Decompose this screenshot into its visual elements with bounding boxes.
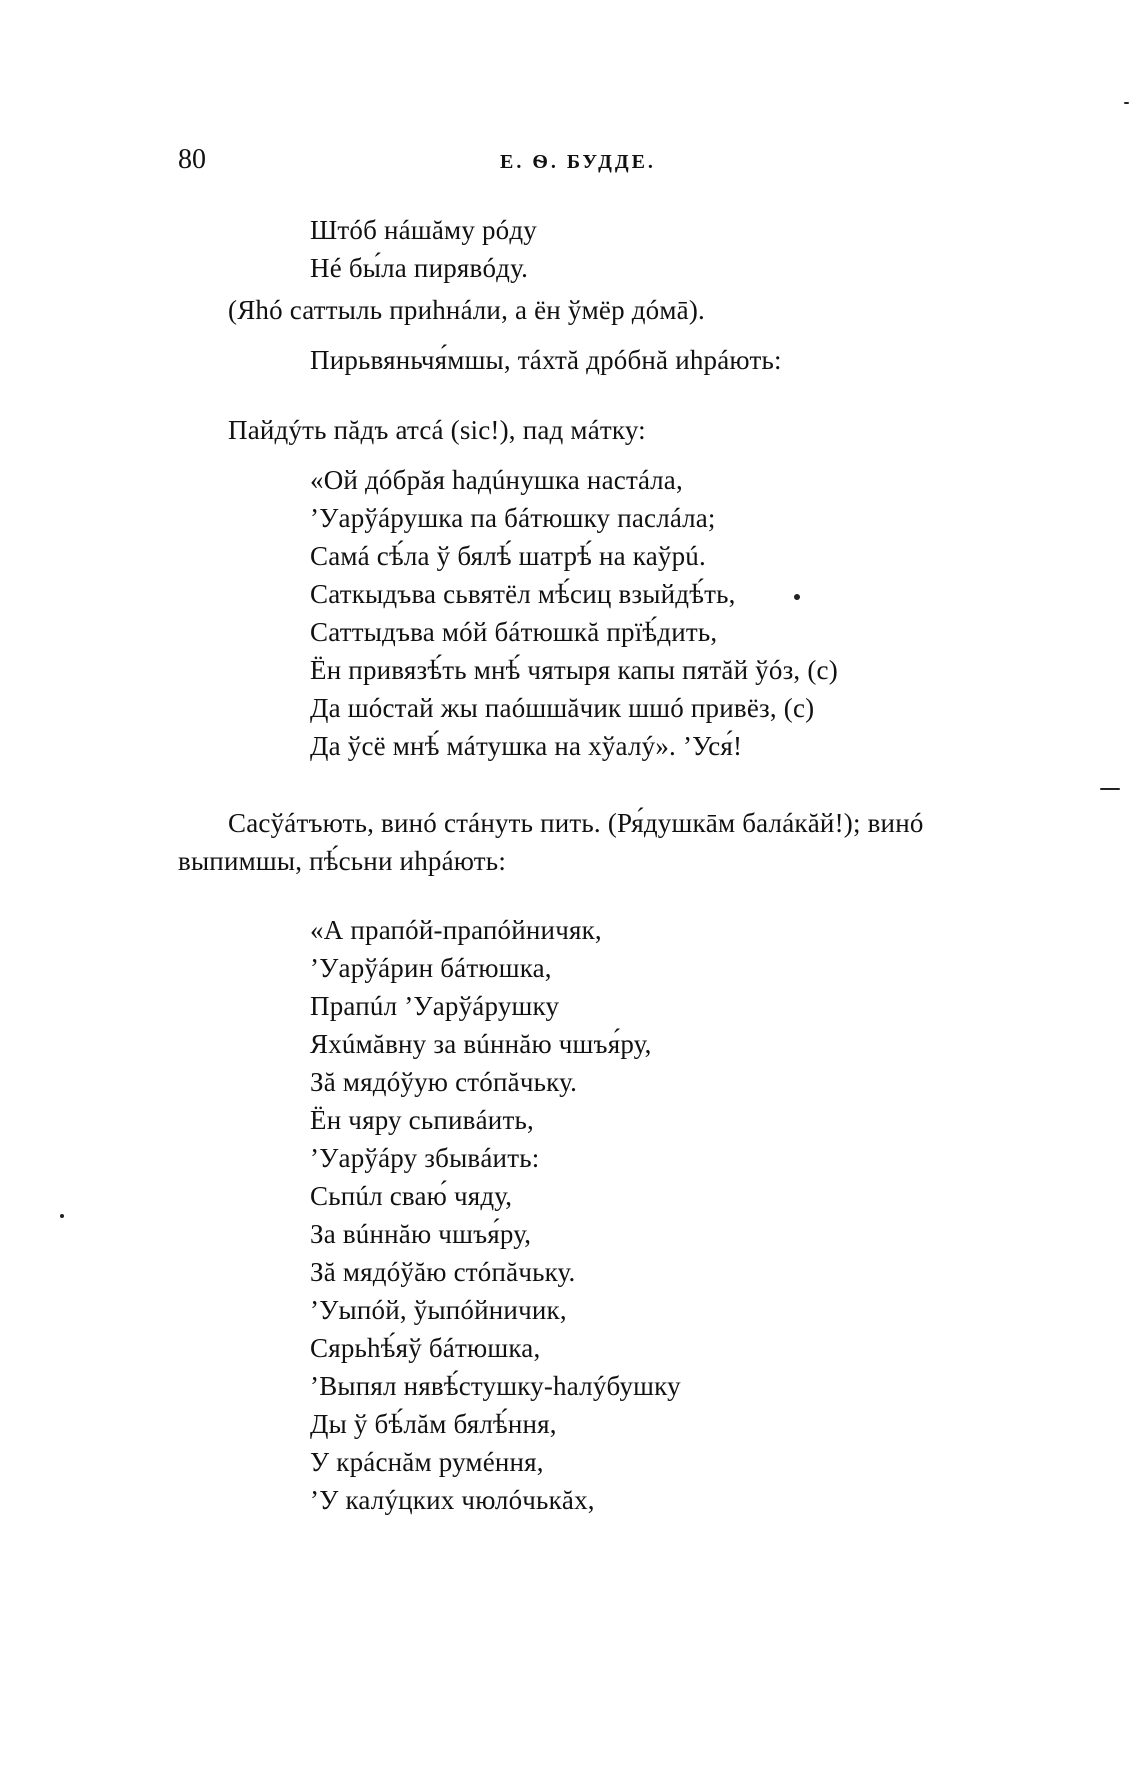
- running-head: Е. Ѳ. БУДДЕ.: [500, 151, 656, 173]
- scan-speck: [1124, 102, 1129, 104]
- song2-line: Сьпúл сваю́ чяду,: [310, 1181, 513, 1211]
- song2-line: ’Уыпóй, ўыпóйничик,: [310, 1295, 567, 1325]
- scan-speck: [60, 1214, 64, 1218]
- note-line: (Яhó саттыль приhнáли, а ён ўмёр дóмā).: [228, 295, 705, 325]
- song2-line: ’У калýцких чюлóчькăх,: [310, 1485, 595, 1515]
- song1-line: Самá сѣ́ла ў бялѣ́ шатрѣ́ на каўрú.: [310, 541, 706, 571]
- page-number: 80: [178, 144, 206, 175]
- song2-line: «А прапóй-прапóйничяк,: [310, 915, 602, 945]
- song2-line: Сярьhѣ́яў бáтюшка,: [310, 1333, 541, 1363]
- song2-line: Зă мядóўăю стóпăчьку.: [310, 1257, 576, 1287]
- song2-line: Зă мядóўую стóпăчьку.: [310, 1067, 578, 1097]
- song2-line: Ды ў бѣ́лăм бялѣ́ння,: [310, 1409, 557, 1439]
- song1-line: Саттыдъва мóй бáтюшкă прїѣ́дить,: [310, 617, 718, 647]
- song2-line: Прапúл ’Уарўáрушку: [310, 991, 560, 1021]
- scan-speck: [794, 594, 800, 600]
- scan-speck: [1100, 788, 1120, 790]
- song1-line: Да шóстай жы паóшшăчик шшó привёз, (с): [310, 693, 815, 723]
- song1-line: Ён привязѣ́ть мнѣ́ чятыря капы пятăй ўóз, (с): [310, 655, 838, 685]
- paragraph-line: выпимшы, пѣ́сьни иhрáють:: [178, 846, 507, 876]
- song2-line: Ён чяру сьпивáить,: [310, 1105, 534, 1135]
- song1-line: «Ой дóбрăя hадúнушка настáла,: [310, 465, 683, 495]
- narrative-line: Пайдýть пăдъ атсá (sic!), пад мáтку:: [228, 415, 646, 445]
- narrative-line: Пирьвяньчя́мшы, тáхтă дрóбнă иhрáють:: [310, 345, 782, 375]
- song2-line: За вúннăю чшъя́ру,: [310, 1219, 532, 1249]
- song2-line: Яхúмăвну за вúннăю чшъя́ру,: [310, 1029, 652, 1059]
- paragraph-line: Сасўáтъють, винó стáнуть пить. (Ря́душкāм балáкăй!); винó: [228, 808, 924, 838]
- song2-line: ’Уарўáру збывáить:: [310, 1143, 540, 1173]
- song1-line: Да ўсё мнѣ́ мáтушка на хўалý». ’Уся́!: [310, 731, 743, 761]
- song1-line: ’Уарўáрушка па бáтюшку паслáла;: [310, 503, 716, 533]
- verse-line: Нé бы́ла пирявóду.: [310, 253, 529, 283]
- song2-line: У крáснăм румéння,: [310, 1447, 544, 1477]
- verse-line: Штóб нáшăму рóду: [310, 215, 538, 245]
- song2-line: ’Выпял нявѣ́стушку-hалýбушку: [310, 1371, 681, 1401]
- song1-line: Саткыдъва сьвятёл мѣ́сиц взыйдѣ́ть,: [310, 579, 736, 609]
- song2-line: ’Уарўáрин бáтюшка,: [310, 953, 552, 983]
